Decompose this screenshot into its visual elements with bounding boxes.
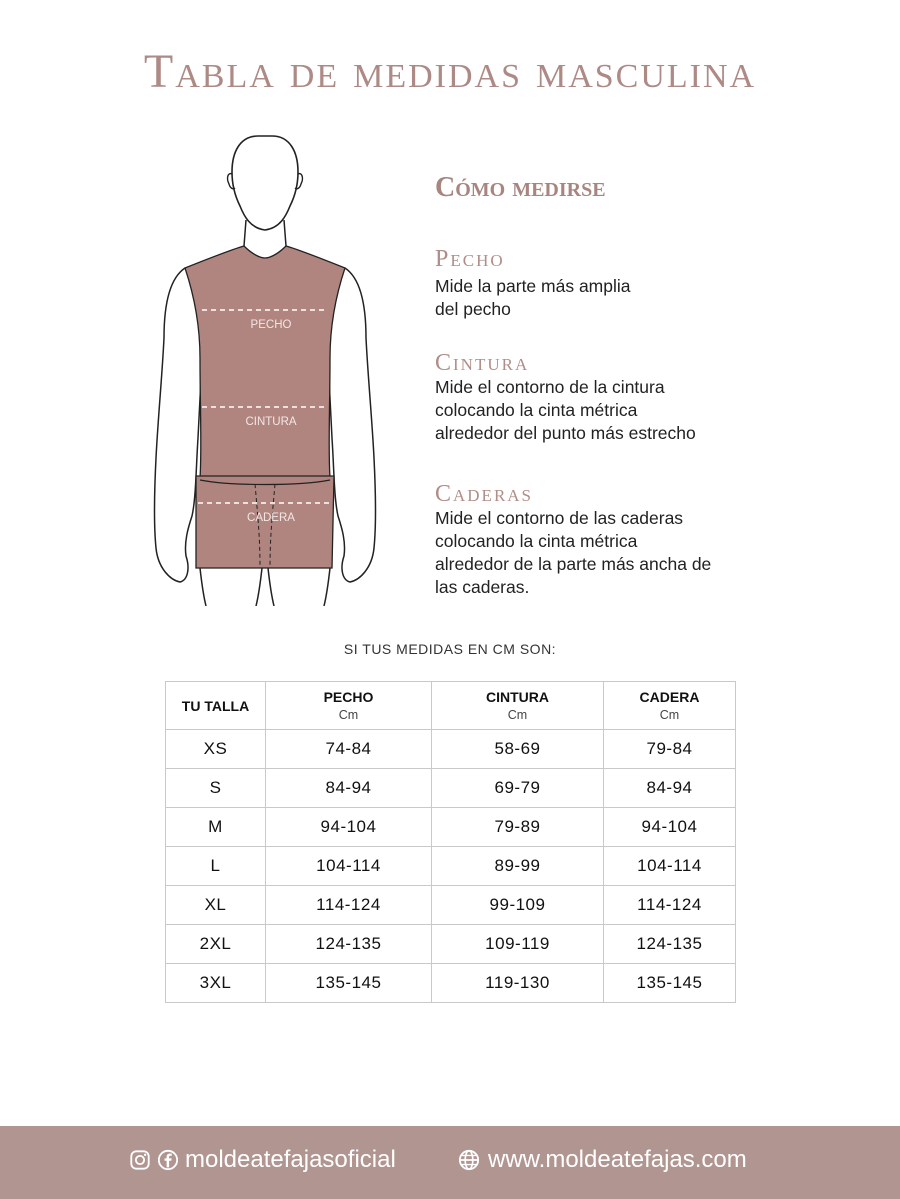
figure-head	[232, 136, 298, 230]
header-hip: CADERA Cm	[604, 682, 736, 730]
how-to-measure-title: Cómo medirse	[435, 172, 606, 203]
hips-heading: Caderas	[435, 481, 534, 507]
table-row	[166, 769, 736, 808]
size-cell: S	[166, 769, 266, 808]
chest-cell: 94-104	[266, 808, 432, 847]
instagram-icon[interactable]	[129, 1149, 151, 1171]
waist-cell: 58-69	[432, 730, 604, 769]
hip-cell: 124-135	[604, 925, 736, 964]
chest-description: Mide la parte más amplia del pecho	[435, 276, 631, 319]
chest-cell: 135-145	[266, 964, 432, 1003]
waist-description: Mide el contorno de la cintura colocando la cinta métrica alrededor del punto más estrecho	[435, 377, 696, 443]
size-cell: XL	[166, 886, 266, 925]
header-waist: CINTURA Cm	[432, 682, 604, 730]
chest-heading: Pecho	[435, 246, 505, 272]
table-row	[166, 808, 736, 847]
hip-label: CADERA	[247, 512, 295, 524]
waist-cell: 79-89	[432, 808, 604, 847]
chest-cell: 104-114	[266, 847, 432, 886]
footer-bar	[0, 1126, 900, 1199]
table-row	[166, 964, 736, 1003]
social-handle-text: moldeatefajasoficial	[185, 1146, 396, 1173]
size-cell: XS	[166, 730, 266, 769]
chest-cell: 124-135	[266, 925, 432, 964]
hips-description: Mide el contorno de las caderas colocando la cinta métrica alrededor de la parte más ancha de las caderas.	[435, 508, 712, 597]
hip-cell: 135-145	[604, 964, 736, 1003]
waist-heading: Cintura	[435, 350, 530, 376]
globe-icon	[458, 1149, 480, 1171]
page-title: Tabla de medidas masculina	[143, 45, 757, 98]
waist-label: CINTURA	[245, 416, 297, 428]
figure-shirt	[185, 246, 345, 478]
waist-cell: 69-79	[432, 769, 604, 808]
header-chest: PECHO Cm	[266, 682, 432, 730]
facebook-icon[interactable]	[157, 1149, 179, 1171]
body-figure-illustration	[140, 128, 390, 606]
waist-cell: 119-130	[432, 964, 604, 1003]
hip-cell: 94-104	[604, 808, 736, 847]
chest-cell: 74-84	[266, 730, 432, 769]
chest-label: PECHO	[250, 319, 292, 331]
hip-cell: 84-94	[604, 769, 736, 808]
header-size: TU TALLA	[166, 682, 266, 730]
size-cell: M	[166, 808, 266, 847]
size-cell: 3XL	[166, 964, 266, 1003]
table-row	[166, 730, 736, 769]
size-cell: 2XL	[166, 925, 266, 964]
table-subtitle: SI TUS MEDIDAS EN CM SON:	[343, 641, 557, 657]
chest-cell: 114-124	[266, 886, 432, 925]
table-header-row	[166, 682, 736, 730]
waist-cell: 89-99	[432, 847, 604, 886]
social-handle-link[interactable]	[129, 1146, 396, 1174]
hip-cell: 104-114	[604, 847, 736, 886]
website-text: www.moldeatefajas.com	[488, 1146, 747, 1173]
hip-cell: 114-124	[604, 886, 736, 925]
waist-cell: 99-109	[432, 886, 604, 925]
hip-cell: 79-84	[604, 730, 736, 769]
table-row	[166, 925, 736, 964]
website-link[interactable]	[458, 1146, 747, 1174]
table-row	[166, 847, 736, 886]
table-row	[166, 886, 736, 925]
size-table	[165, 681, 736, 1003]
waist-cell: 109-119	[432, 925, 604, 964]
size-cell: L	[166, 847, 266, 886]
chest-cell: 84-94	[266, 769, 432, 808]
